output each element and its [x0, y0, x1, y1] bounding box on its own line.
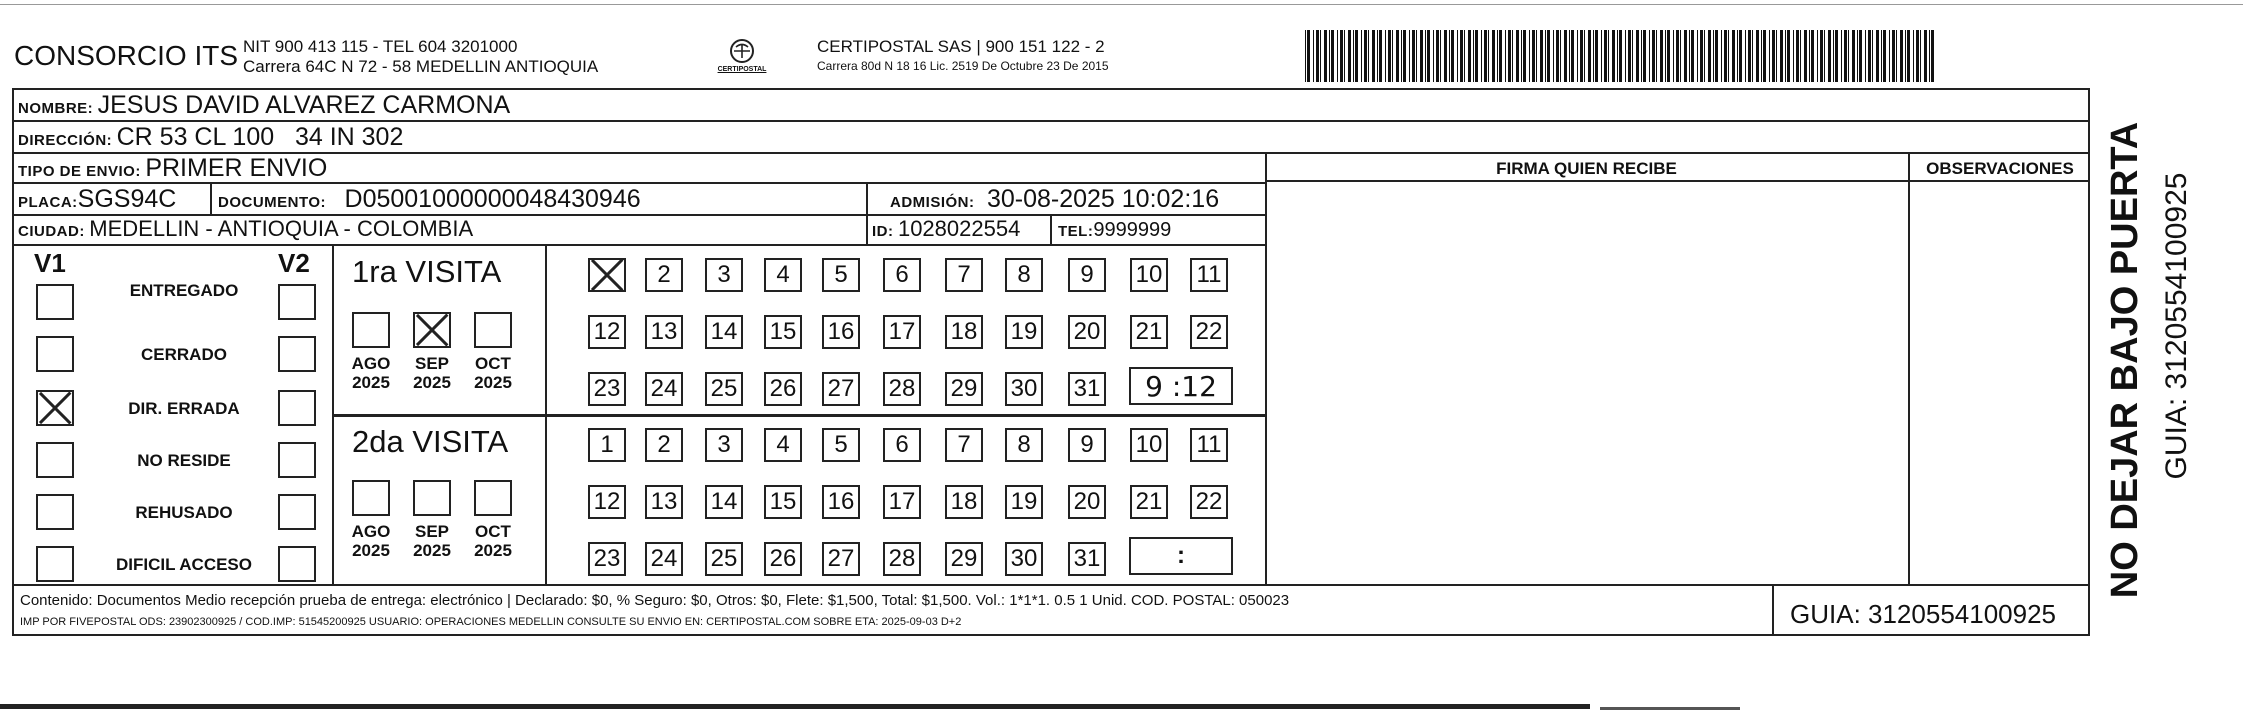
visit1-day-26[interactable]: 26: [764, 372, 802, 406]
visit2-day-11[interactable]: 11: [1190, 428, 1228, 462]
visit2-day-28[interactable]: 28: [883, 542, 921, 576]
visit2-month-label-sep: SEP 2025: [413, 522, 451, 560]
visit1-day-15[interactable]: 15: [764, 315, 802, 349]
admision-label: ADMISIÓN:: [890, 194, 975, 211]
company-name: CONSORCIO ITS: [14, 40, 239, 71]
visit2-day-30[interactable]: 30: [1005, 542, 1043, 576]
placa-value: SGS94C: [77, 185, 177, 213]
visit1-day-7[interactable]: 7: [945, 258, 983, 292]
scan-artifact: [1600, 707, 1740, 710]
visit2-day-13[interactable]: 13: [645, 485, 683, 519]
visit2-month-checkbox-oct[interactable]: [474, 480, 512, 516]
tel-value: 9999999: [1093, 219, 1172, 241]
visit2-day-12[interactable]: 12: [588, 485, 626, 519]
visit1-day-28[interactable]: 28: [883, 372, 921, 406]
visit1-day-9[interactable]: 9: [1068, 258, 1106, 292]
admision-value: 30-08-2025 10:02:16: [986, 185, 1220, 213]
v1-checkbox-6[interactable]: [36, 546, 74, 582]
visit2-day-5[interactable]: 5: [822, 428, 860, 462]
visit1-day-17[interactable]: 17: [883, 315, 921, 349]
visit2-day-27[interactable]: 27: [822, 542, 860, 576]
visit1-month-checkbox-oct[interactable]: [474, 312, 512, 348]
visit2-title: 2da VISITA: [352, 424, 509, 459]
id-value: 1028022554: [897, 216, 1021, 241]
visit2-day-19[interactable]: 19: [1005, 485, 1043, 519]
visit1-day-31[interactable]: 31: [1068, 372, 1106, 406]
v2-header: V2: [278, 248, 310, 278]
status-label-6: DIFICIL ACCESO: [115, 555, 252, 574]
visit2-month-checkbox-sep[interactable]: [413, 480, 451, 516]
documento-label: DOCUMENTO:: [218, 194, 327, 211]
visit2-time[interactable]: :: [1129, 537, 1233, 575]
visit1-day-12[interactable]: 12: [588, 315, 626, 349]
v1-checkbox-3[interactable]: [36, 390, 74, 426]
contenido-line: Contenido: Documentos Medio recepción prueba de entrega: electrónico | Declarado: $0, % Seguro: $0, Otros: $0, Flete: $1,500, Total: $1,500. Vol.: 1*1*1. 0.5 1 Unid. COD. POSTAL: 050023: [20, 592, 1290, 609]
v2-checkbox-4[interactable]: [278, 442, 316, 478]
visit2-day-15[interactable]: 15: [764, 485, 802, 519]
v2-checkbox-6[interactable]: [278, 546, 316, 582]
visit1-day-1[interactable]: [588, 258, 626, 292]
side-guia: GUIA: 3120554100925: [2160, 172, 2193, 480]
visit2-day-23[interactable]: 23: [588, 542, 626, 576]
address-line: Carrera 64C N 72 - 58 MEDELLIN ANTIOQUIA: [243, 57, 599, 76]
visit2-month-label-oct: OCT 2025: [474, 522, 512, 560]
visit1-title: 1ra VISITA: [352, 254, 502, 289]
tipo-envio-label: TIPO DE ENVIO:: [18, 163, 141, 180]
visit2-day-26[interactable]: 26: [764, 542, 802, 576]
visit2-day-9[interactable]: 9: [1068, 428, 1106, 462]
status-label-3: DIR. ERRADA: [128, 399, 240, 418]
visit2-day-22[interactable]: 22: [1190, 485, 1228, 519]
visit1-day-18[interactable]: 18: [945, 315, 983, 349]
visit1-month-checkbox-sep[interactable]: [413, 312, 451, 348]
id-label: ID:: [872, 223, 894, 240]
status-label-4: NO RESIDE: [137, 451, 231, 470]
nombre-label: NOMBRE:: [18, 100, 94, 117]
visit1-day-5[interactable]: 5: [822, 258, 860, 292]
firma-header: FIRMA QUIEN RECIBE: [1496, 159, 1677, 178]
imp-line: IMP POR FIVEPOSTAL ODS: 23902300925 / COD.IMP: 51545200925 USUARIO: OPERACIONES MEDELLIN CONSULTE SU ENVIO EN: CERTIPOSTAL.COM SOBRE ETA: 2025-09-03 D+2: [20, 616, 962, 628]
nit-line: NIT 900 413 115 - TEL 604 3201000: [243, 37, 518, 56]
visit2-day-14[interactable]: 14: [705, 485, 743, 519]
visit1-day-11[interactable]: 11: [1190, 258, 1228, 292]
status-label-1: ENTREGADO: [129, 281, 239, 300]
tel-label: TEL:: [1058, 223, 1094, 240]
nombre-value: JESUS DAVID ALVAREZ CARMONA: [97, 91, 511, 119]
visit2-day-7[interactable]: 7: [945, 428, 983, 462]
observaciones-header: OBSERVACIONES: [1926, 159, 2074, 178]
visit1-day-10[interactable]: 10: [1130, 258, 1168, 292]
visit1-month-label-oct: OCT 2025: [474, 354, 512, 392]
v1-checkbox-5[interactable]: [36, 494, 74, 530]
v2-checkbox-3[interactable]: [278, 390, 316, 426]
visit1-month-label-sep: SEP 2025: [413, 354, 451, 392]
visit2-day-10[interactable]: 10: [1130, 428, 1168, 462]
visit1-month-label-ago: AGO 2025: [351, 354, 391, 392]
scan-edge-top: [0, 4, 2243, 5]
certipostal-logo: [712, 36, 772, 78]
visit1-day-4[interactable]: 4: [764, 258, 802, 292]
visit1-day-6[interactable]: 6: [883, 258, 921, 292]
visit1-day-25[interactable]: 25: [705, 372, 743, 406]
ciudad-value: MEDELLIN - ANTIOQUIA - COLOMBIA: [89, 216, 474, 241]
visit2-day-3[interactable]: 3: [705, 428, 743, 462]
v2-checkbox-1[interactable]: [278, 284, 316, 320]
visit1-time[interactable]: 9 :12: [1129, 367, 1233, 405]
v1-header: V1: [34, 248, 66, 278]
ciudad-label: CIUDAD:: [18, 223, 85, 240]
carrier-line: CERTIPOSTAL SAS | 900 151 122 - 2: [817, 37, 1105, 56]
v1-checkbox-4[interactable]: [36, 442, 74, 478]
visit2-day-20[interactable]: 20: [1068, 485, 1106, 519]
visit1-month-checkbox-ago[interactable]: [352, 312, 390, 348]
status-label-5: REHUSADO: [135, 503, 233, 522]
visit2-day-24[interactable]: 24: [645, 542, 683, 576]
visit1-day-8[interactable]: 8: [1005, 258, 1043, 292]
documento-value: D05001000000048430946: [344, 185, 641, 213]
visit2-day-31[interactable]: 31: [1068, 542, 1106, 576]
carrier-license: Carrera 80d N 18 16 Lic. 2519 De Octubre 23 De 2015: [817, 59, 1109, 73]
visit2-day-1[interactable]: 1: [588, 428, 626, 462]
visit1-day-24[interactable]: 24: [645, 372, 683, 406]
visit1-day-27[interactable]: 27: [822, 372, 860, 406]
visit2-day-21[interactable]: 21: [1130, 485, 1168, 519]
tipo-envio-value: PRIMER ENVIO: [145, 154, 328, 182]
visit2-day-4[interactable]: 4: [764, 428, 802, 462]
v1-checkbox-1[interactable]: [36, 284, 74, 320]
placa-label: PLACA:: [18, 194, 78, 211]
visit1-day-21[interactable]: 21: [1130, 315, 1168, 349]
v1-checkbox-2[interactable]: [36, 336, 74, 372]
visit1-day-16[interactable]: 16: [822, 315, 860, 349]
visit2-day-29[interactable]: 29: [945, 542, 983, 576]
visit1-day-13[interactable]: 13: [645, 315, 683, 349]
visit2-day-8[interactable]: 8: [1005, 428, 1043, 462]
visit1-day-14[interactable]: 14: [705, 315, 743, 349]
visit2-day-16[interactable]: 16: [822, 485, 860, 519]
visit1-day-29[interactable]: 29: [945, 372, 983, 406]
logo-caption: CERTIPOSTAL: [717, 66, 767, 73]
visit2-month-label-ago: AGO 2025: [351, 522, 391, 560]
barcode: [1305, 30, 1937, 82]
visit1-day-3[interactable]: 3: [705, 258, 743, 292]
direccion-value: CR 53 CL 100 34 IN 302: [116, 123, 404, 151]
direccion-label: DIRECCIÓN:: [18, 132, 113, 149]
v2-checkbox-5[interactable]: [278, 494, 316, 530]
footer-guia: GUIA: 3120554100925: [1790, 599, 2056, 629]
visit2-day-17[interactable]: 17: [883, 485, 921, 519]
visit2-day-25[interactable]: 25: [705, 542, 743, 576]
visit1-day-20[interactable]: 20: [1068, 315, 1106, 349]
visit1-day-30[interactable]: 30: [1005, 372, 1043, 406]
visit1-day-19[interactable]: 19: [1005, 315, 1043, 349]
visit2-day-6[interactable]: 6: [883, 428, 921, 462]
scan-edge-bottom: [0, 704, 1590, 709]
signature-area[interactable]: [1268, 183, 1906, 583]
visit2-month-checkbox-ago[interactable]: [352, 480, 390, 516]
visit1-day-23[interactable]: 23: [588, 372, 626, 406]
visit1-day-22[interactable]: 22: [1190, 315, 1228, 349]
no-dejar-warning: NO DEJAR BAJO PUERTA: [2104, 121, 2146, 599]
observaciones-area[interactable]: [1911, 183, 2088, 583]
v2-checkbox-2[interactable]: [278, 336, 316, 372]
visit1-day-2[interactable]: 2: [645, 258, 683, 292]
visit2-day-2[interactable]: 2: [645, 428, 683, 462]
visit2-day-18[interactable]: 18: [945, 485, 983, 519]
status-label-2: CERRADO: [141, 345, 227, 364]
